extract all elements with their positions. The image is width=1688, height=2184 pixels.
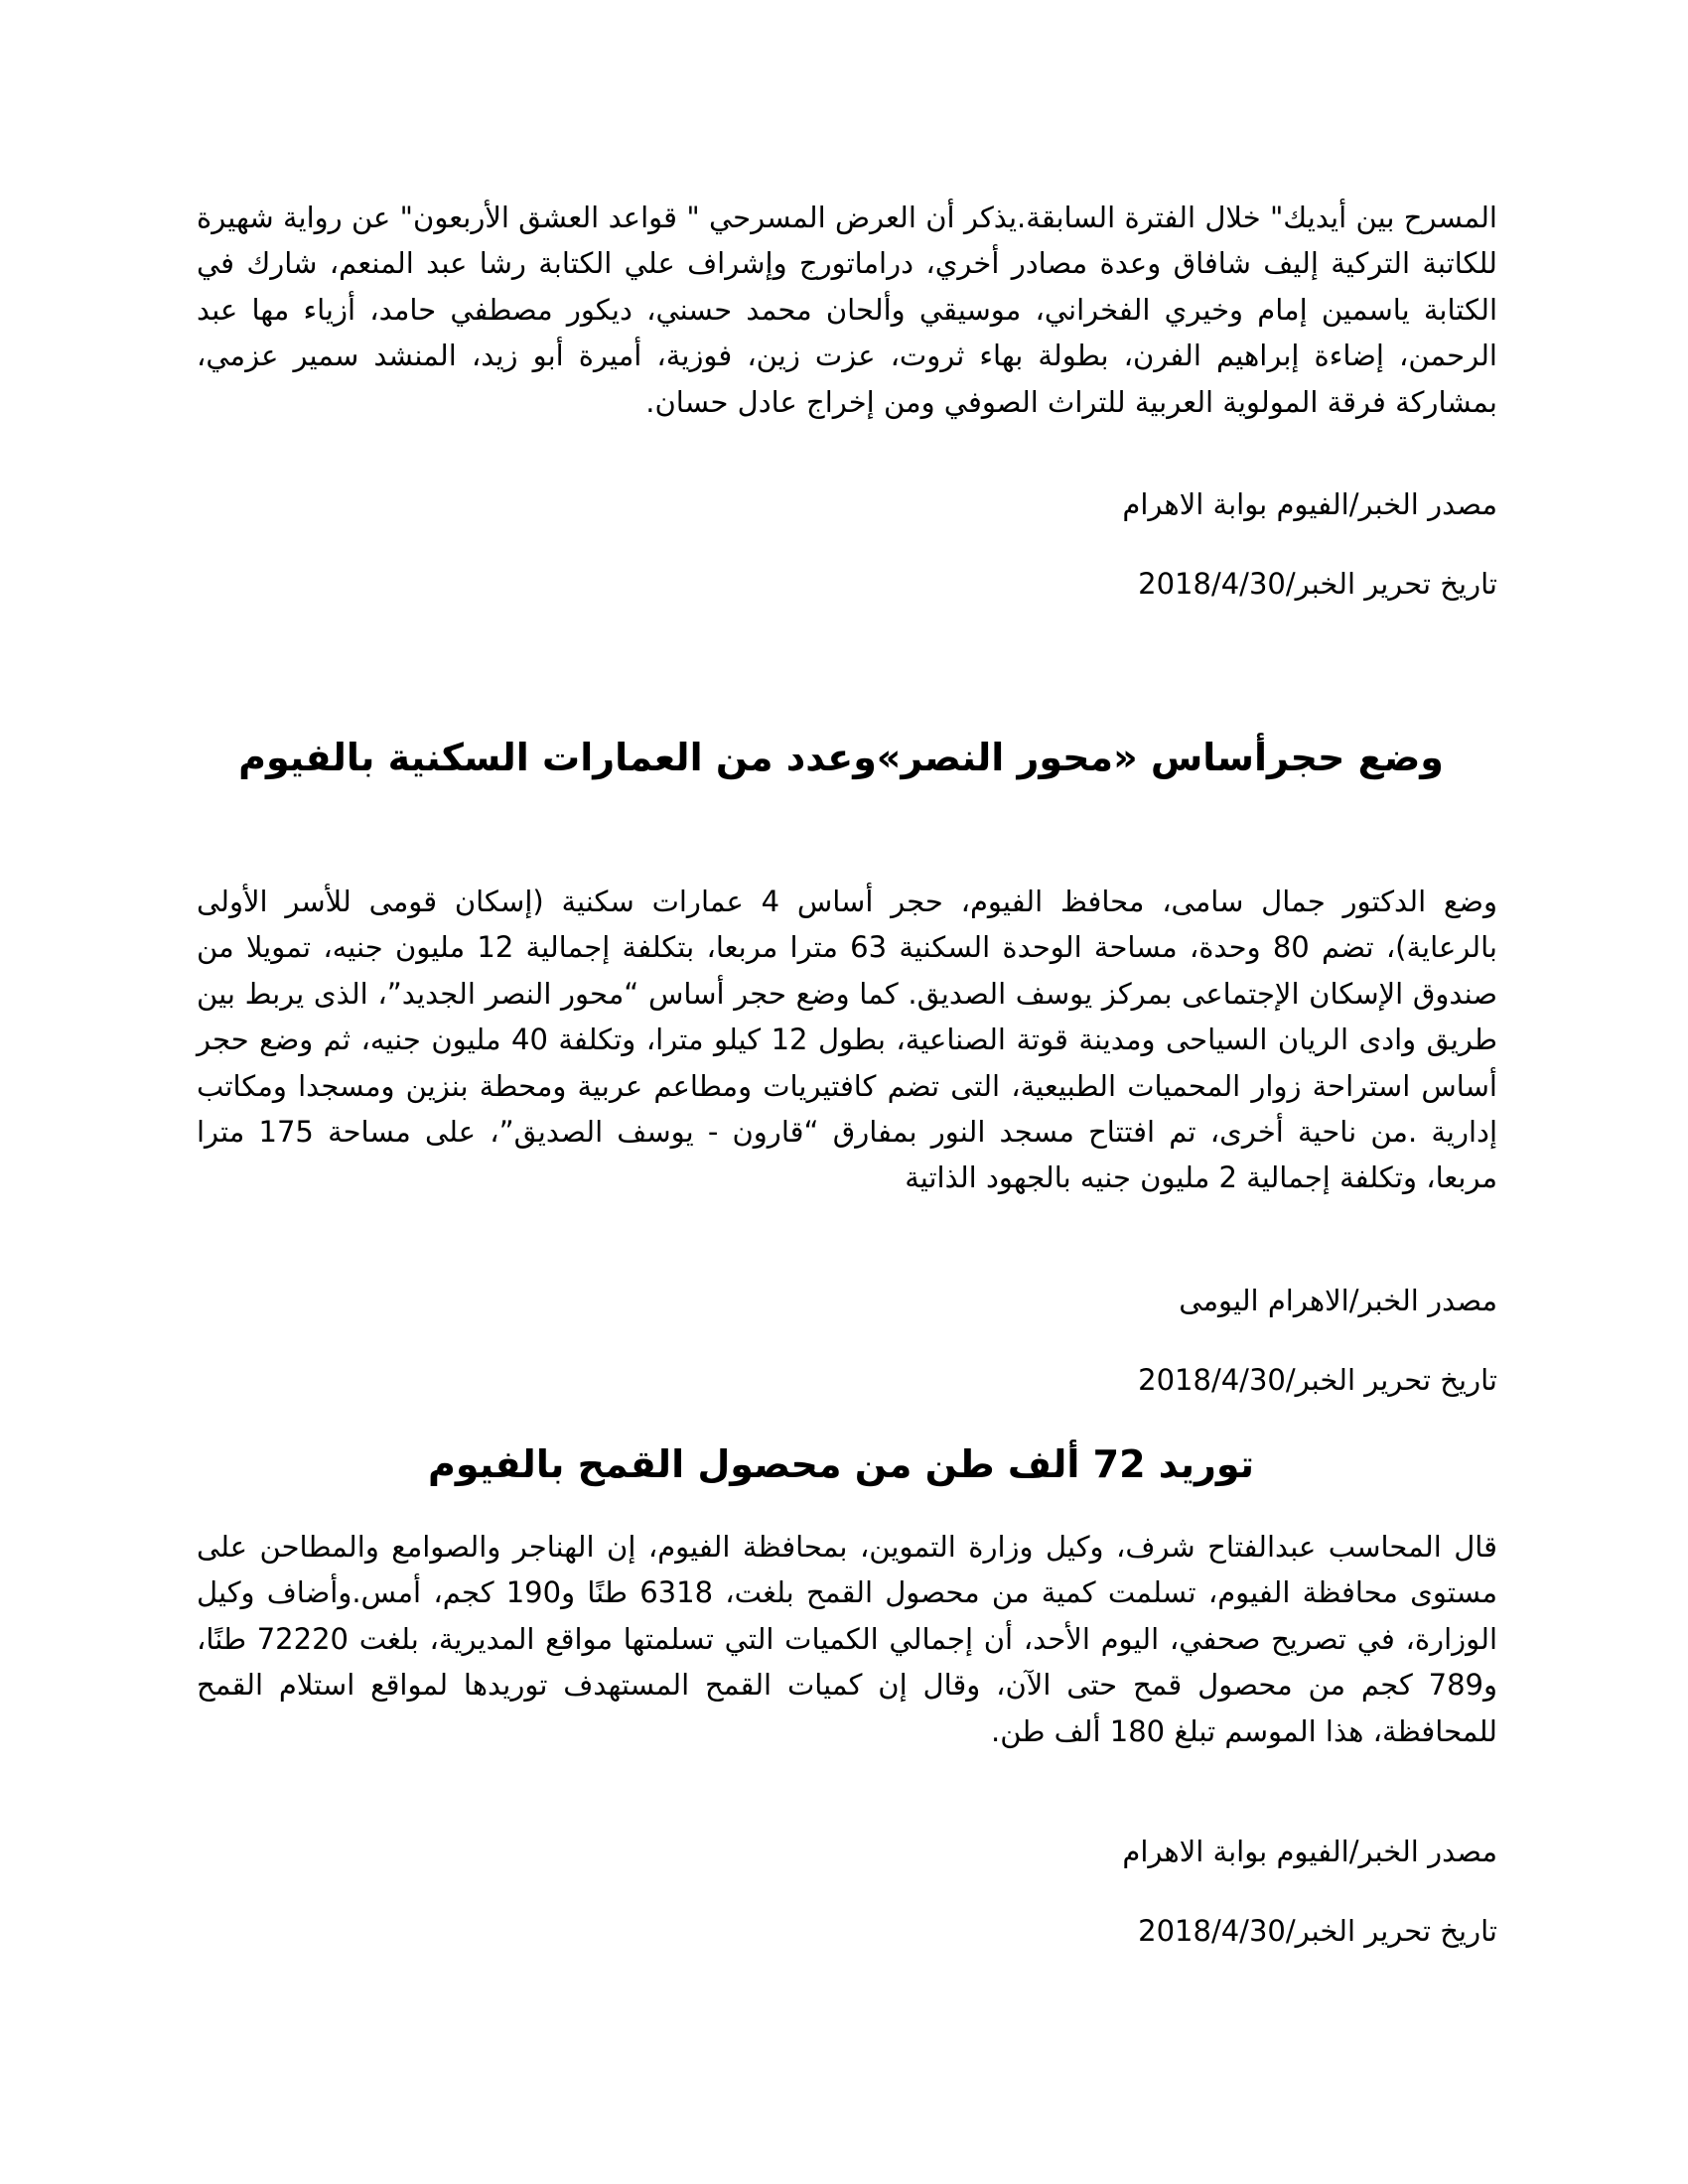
article-2-date: تاريخ تحرير الخبر/2018/4/30	[1138, 1363, 1497, 1397]
article-3-body: قال المحاسب عبدالفتاح شرف، وكيل وزارة التموين، بمحافظة الفيوم، إن الهناجر والصوامع والمطاحن على مستوى محافظة الفيوم، تسلمت كمية من محصول القمح بلغت، 6318 طنًا و190 كجم، أمس.وأضاف وكيل الوزارة، في تصريح صحفي، اليوم الأحد، أن إجمالي الكميات التي تسلمتها مواقع المديرية، بلغت 72220 طنًا، و789 كجم من محصول قمح حتى الآن، وقال إن كميات القمح المستهدف توريدها لمواقع استلام القمح للمحافظة، هذا الموسم تبلغ 180 ألف طن.	[197, 1530, 1498, 1748]
article-1-date: تاريخ تحرير الخبر/2018/4/30	[1138, 567, 1497, 601]
article-1-body: المسرح بين أيديك" خلال الفترة السابقة.يذكر أن العرض المسرحي " قواعد العشق الأربعون" عن رواية شهيرة للكاتبة التركية إليف شافاق وعدة مصادر أخري، دراماتورج وإشراف علي الكتابة رشا عبد المنعم، شارك في الكتابة ياسمين إمام وخيري الفخراني، موسيقي وألحان محمد حسني، ديكور مصطفي حامد، أزياء مها عبد الرحمن، إضاءة إبراهيم الفرن، بطولة بهاء ثروت، عزت زين، فوزية، أميرة أبو زيد، المنشد سمير عزمي، بمشاركة فرقة المولوية العربية للتراث الصوفي ومن إخراج عادل حسان.	[197, 201, 1497, 419]
article-1-source: مصدر الخبر/الفيوم بوابة الاهرام	[1122, 487, 1497, 521]
article-2-source: مصدر الخبر/الاهرام اليومى	[1179, 1284, 1497, 1317]
article-2-body: وضع الدكتور جمال سامى، محافظ الفيوم، حجر أساس 4 عمارات سكنية (إسكان قومى للأسر الأولى بالرعاية)، تضم 80 وحدة، مساحة الوحدة السكنية 63 مترا مربعا، بتكلفة إجمالية 12 مليون جنيه، تمويلا من صندوق الإسكان الإجتماعى بمركز يوسف الصديق. كما وضع حجر أساس “محور النصر الجديد”، الذى يربط بين طريق وادى الريان السياحى ومدينة قوتة الصناعية، بطول 12 كيلو مترا، وتكلفة 40 مليون جنيه، ثم وضع حجر أساس استراحة زوار المحميات الطبيعية، التى تضم كافتيريات ومطاعم عربية ومحطة بنزين ومسجدا ومكاتب إدارية .من ناحية أخرى، تم افتتاح مسجد النور بمفارق “قارون - يوسف الصديق”، على مساحة 175 مترا مربعا، وتكلفة إجمالية 2 مليون جنيه بالجهود الذاتية	[197, 885, 1498, 1195]
article-3-source: مصدر الخبر/الفيوم بوابة الاهرام	[1122, 1835, 1497, 1868]
article-3-title: توريد 72 ألف طن من محصول القمح بالفيوم	[428, 1442, 1254, 1486]
article-2-title: وضع حجرأساس «محور النصر»وعدد من العمارات السكنية بالفيوم	[238, 736, 1444, 779]
article-3-date: تاريخ تحرير الخبر/2018/4/30	[1138, 1914, 1497, 1948]
